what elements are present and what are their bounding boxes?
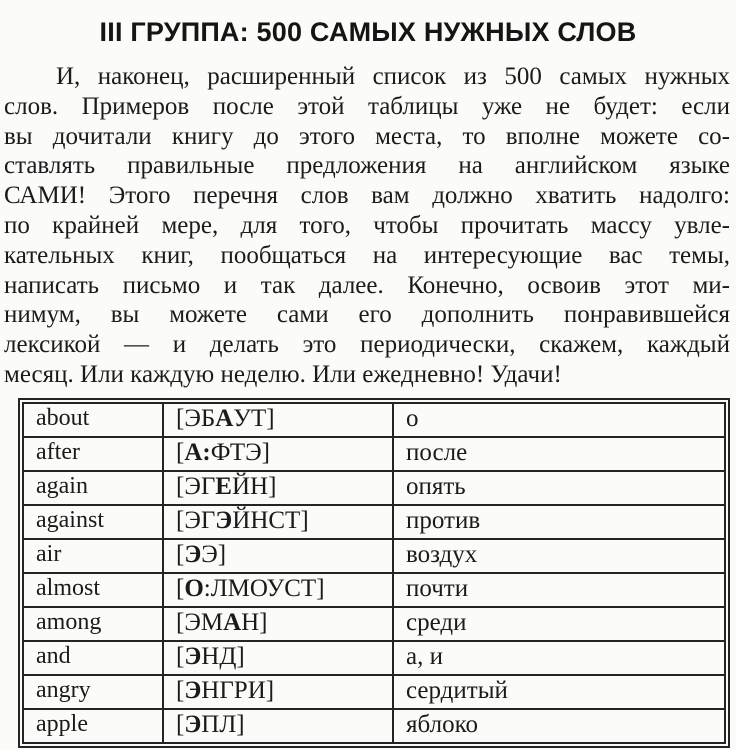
transcription-stressed-letter: Е — [215, 472, 232, 500]
transcription-cell — [163, 573, 393, 607]
translation-cell: о — [393, 403, 725, 437]
transcription-cell — [163, 437, 393, 471]
vocabulary-table-frame — [18, 398, 730, 748]
table-row — [23, 471, 725, 505]
paragraph-line: САМИ! Этого перечня слов вам должно хватить надолго: — [4, 182, 730, 210]
transcription-suffix: ЙН] — [231, 472, 277, 500]
english-word-cell: and — [23, 641, 163, 675]
table-row — [23, 675, 725, 709]
transcription-cell — [163, 641, 393, 675]
transcription-cell — [163, 471, 393, 505]
table-row — [23, 607, 725, 641]
table-row — [23, 539, 725, 573]
english-word-cell: among — [23, 607, 163, 641]
paragraph-line: написать письмо и так далее. Конечно, освоив этот ми- — [4, 271, 730, 299]
table-row — [23, 403, 725, 437]
paragraph-line: И, наконец, расширенный список из 500 самых нужных — [56, 63, 730, 90]
transcription-suffix: НГРИ] — [201, 676, 275, 704]
transcription-suffix: Н] — [241, 608, 268, 636]
translation-cell: а, и — [393, 641, 725, 675]
translation-cell: воздух — [393, 539, 725, 573]
translation-cell: почти — [393, 573, 725, 607]
translation-cell: против — [393, 505, 725, 539]
translation-cell: яблоко — [393, 709, 725, 743]
english-word-cell: again — [23, 471, 163, 505]
paragraph-line: по крайней мере, для того, чтобы прочитать массу увле- — [4, 211, 730, 239]
transcription-prefix: [ — [176, 642, 185, 670]
transcription-prefix: [ЭГ — [176, 506, 216, 534]
english-word-cell: after — [23, 437, 163, 471]
table-row — [23, 709, 725, 743]
transcription-suffix: Э] — [201, 540, 227, 568]
transcription-suffix: ПЛ] — [201, 710, 245, 738]
english-word-cell: against — [23, 505, 163, 539]
transcription-suffix: ФТЭ] — [210, 438, 270, 466]
transcription-suffix: :ЛМОУСТ] — [203, 574, 325, 602]
transcription-stressed-letter: А: — [184, 438, 211, 466]
transcription-cell — [163, 403, 393, 437]
transcription-stressed-letter: А — [223, 608, 242, 636]
transcription-cell — [163, 709, 393, 743]
transcription-stressed-letter: О — [184, 574, 204, 602]
page-title: III ГРУППА: 500 САМЫХ НУЖНЫХ СЛОВ — [99, 17, 637, 47]
paragraph-line: кательных книг, пообщаться на интересующие вас темы, — [4, 241, 730, 269]
english-word-cell: air — [23, 539, 163, 573]
transcription-prefix: [ЭМ — [176, 608, 224, 636]
transcription-cell — [163, 607, 393, 641]
transcription-suffix: УТ] — [233, 404, 275, 432]
paragraph-line: слов. Примеров после этой таблицы уже не будет: если — [4, 92, 730, 120]
paragraph-line: нимум, вы можете сами его дополнить понравившейся — [4, 301, 730, 329]
english-word-cell: about — [23, 403, 163, 437]
transcription-prefix: [ — [176, 710, 185, 738]
paragraph-line: месяц. Или каждую неделю. Или ежедневно! Удачи! — [4, 360, 562, 388]
paragraph-line: лексикой — и делать это периодически, скажем, каждый — [4, 331, 730, 359]
paragraph-line: вы дочитали книгу до этого места, то вполне можете со- — [4, 122, 730, 150]
english-word-cell: apple — [23, 709, 163, 743]
english-word-cell: almost — [23, 573, 163, 607]
translation-cell: сердитый — [393, 675, 725, 709]
transcription-prefix: [ЭГ — [176, 472, 216, 500]
table-row — [23, 641, 725, 675]
transcription-suffix: НД] — [201, 642, 245, 670]
transcription-stressed-letter: Э — [184, 710, 202, 738]
transcription-stressed-letter: Э — [215, 506, 233, 534]
transcription-stressed-letter: Э — [184, 642, 202, 670]
table-row — [23, 505, 725, 539]
table-row — [23, 437, 725, 471]
transcription-prefix: [ — [176, 438, 185, 466]
vocabulary-table — [22, 402, 726, 744]
transcription-stressed-letter: Э — [184, 540, 202, 568]
english-word-cell: angry — [23, 675, 163, 709]
intro-paragraph — [4, 62, 730, 390]
transcription-prefix: [ — [176, 540, 185, 568]
translation-cell: среди — [393, 607, 725, 641]
transcription-stressed-letter: А — [215, 404, 234, 432]
paragraph-line: ставлять правильные предложения на английском языке — [4, 152, 730, 180]
transcription-prefix: [ — [176, 574, 185, 602]
transcription-suffix: ЙНСТ] — [232, 506, 309, 534]
translation-cell: опять — [393, 471, 725, 505]
transcription-stressed-letter: Э — [184, 676, 202, 704]
translation-cell: после — [393, 437, 725, 471]
transcription-cell — [163, 539, 393, 573]
transcription-prefix: [ЭБ — [176, 404, 216, 432]
table-row — [23, 573, 725, 607]
transcription-cell — [163, 675, 393, 709]
transcription-prefix: [ — [176, 676, 185, 704]
transcription-cell — [163, 505, 393, 539]
